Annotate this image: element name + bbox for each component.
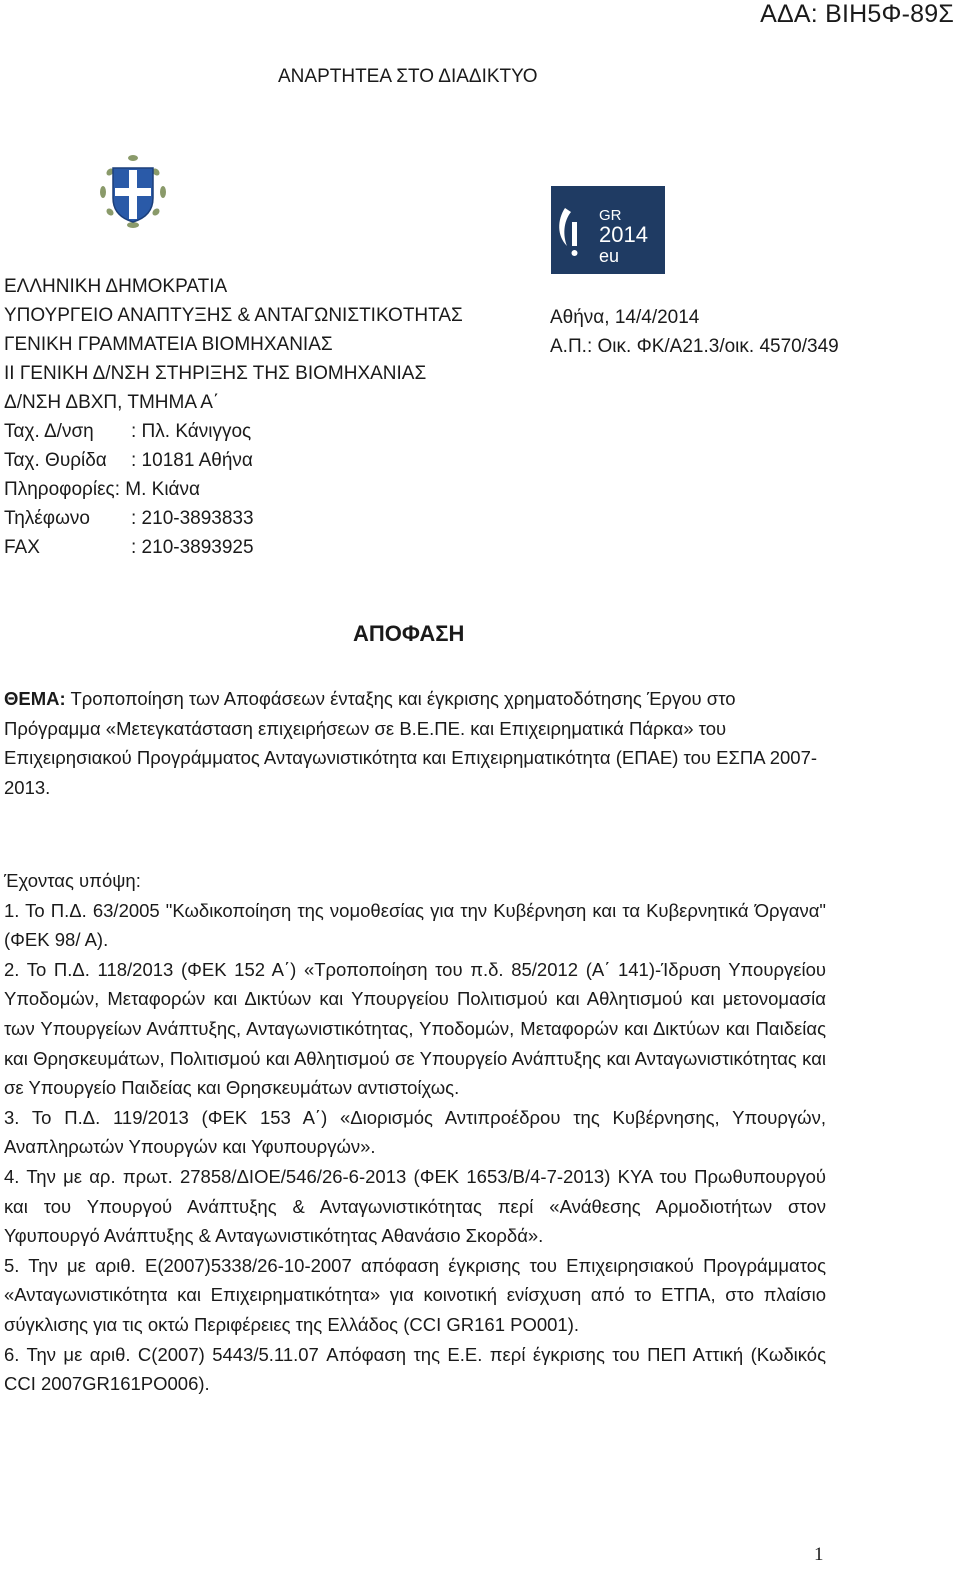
contact-value: : 210-3893925 (131, 537, 254, 558)
contact-value: : Πλ. Κάνιγγος (131, 421, 252, 442)
logo-line-3: eu (599, 246, 620, 266)
contact-row (4, 446, 253, 475)
contact-row (4, 504, 254, 533)
logo-line-1: GR (599, 207, 622, 224)
contact-label: FAX (4, 537, 40, 558)
contact-value: : 10181 Αθήνα (131, 450, 253, 471)
list-item: 2. Το Π.Δ. 118/2013 (ΦΕΚ 152 Α΄) «Τροποποίηση του π.δ. 85/2012 (Α΄ 141)-Ίδρυση Υπουργείου Υποδομών, Μεταφορών και Δικτύων και Υπουργείου Πολιτισμού και Αθλητισμού και μετονομασία των Υπουργείων Ανάπτυξης, Ανταγωνιστικότητας, Υποδομών, Μεταφορών και Δικτύων και Παιδείας και Θρησκευμάτων, Πολιτισμού και Αθλητισμού σε Υπουργείο Ανάπτυξης και Ανταγωνιστικότητας και σε Υπουργείο Παιδείας και Θρησκευμάτων αντιστοίχως. (4, 958, 826, 1099)
contact-label: Τηλέφωνο (4, 508, 90, 529)
ada-code: ΑΔΑ: ΒΙΗ5Φ-89Σ (760, 0, 954, 28)
subject-text: Τροποποίηση των Αποφάσεων ένταξης και έγκρισης χρηματοδότησης Έργου στο Πρόγραμμα «Μετεγκατάσταση επιχειρήσεων σε Β.Ε.ΠΕ. και Επιχειρηματικά Πάρκα» του Επιχειρησιακού Προγράμματος Ανταγωνιστικότητα και Επιχειρηματικότητα (ΕΠΑΕ) του ΕΣΠΑ 2007-2013. (4, 688, 818, 798)
contact-label: Ταχ. Δ/νση (4, 421, 94, 442)
contact-row (4, 475, 200, 504)
document-body (4, 866, 826, 1399)
list-item: 6. Την με αριθ. C(2007) 5443/5.11.07 Απόφαση της Ε.Ε. περί έγκρισης του ΠΕΠ Αττική (Κωδικός CCI 2007GR161PO006). (4, 1343, 826, 1395)
document-date: Αθήνα, 14/4/2014 (550, 307, 700, 328)
contact-row (4, 417, 251, 446)
contact-value: Μ. Κιάνα (125, 479, 201, 500)
list-item: 3. Το Π.Δ. 119/2013 (ΦΕΚ 153 Α΄) «Διορισμός Αντιπροέδρου της Κυβέρνησης, Υπουργών, Αναπληρωτών Υπουργών και Υφυπουργών». (4, 1106, 826, 1158)
subject-paragraph (4, 684, 834, 802)
page-title: ΑΠΟΦΑΣΗ (353, 621, 465, 646)
list-item: 1. Το Π.Δ. 63/2005 "Κωδικοποίηση της νομοθεσίας για την Κυβέρνηση και τα Κυβερνητικά Όργανα" (ΦΕΚ 98/ Α). (4, 899, 826, 951)
subject-label: ΘΕΜΑ: (4, 688, 66, 709)
contact-row (4, 533, 254, 562)
page-number: 1 (814, 1544, 824, 1565)
list-item: 4. Την με αρ. πρωτ. 27858/ΔΙΟΕ/546/26-6-2013 (ΦΕΚ 1653/Β/4-7-2013) ΚΥΑ του Πρωθυπουργού και του Υπουργού Ανάπτυξης & Ανταγωνιστικότητας περί «Ανάθεσης Αρμοδιοτήτων στον Υφυπουργό Ανάπτυξης & Ανταγωνιστικότητας Αθανάσιο Σκορδά». (4, 1165, 826, 1247)
header-line: ΥΠΟΥΡΓΕΙΟ ΑΝΑΠΤΥΞΗΣ & ΑΝΤΑΓΩΝΙΣΤΙΚΟΤΗΤΑΣ (4, 305, 463, 326)
header-line: Δ/ΝΣΗ ΔΒΧΠ, ΤΜΗΜΑ Α΄ (4, 392, 220, 413)
greek-emblem-icon (94, 152, 172, 230)
header-line: ΙΙ ΓΕΝΙΚΗ Δ/ΝΣΗ ΣΤΗΡΙΞΗΣ ΤΗΣ ΒΙΟΜΗΧΑΝΙΑΣ (4, 363, 427, 384)
contact-value: : 210-3893833 (131, 508, 254, 529)
gr2014-logo (551, 186, 665, 274)
publish-note: ΑΝΑΡΤΗΤΕΑ ΣΤΟ ΔΙΑΔΙΚΤΥΟ (278, 66, 538, 87)
list-item: 5. Την με αριθ. Ε(2007)5338/26-10-2007 απόφαση έγκρισης του Επιχειρησιακού Προγράμματος «Ανταγωνιστικότητα και Επιχειρηματικότητα» για κοινοτική ενίσχυση από το ΕΤΠΑ, στο πλαίσιο σύγκλισης για τις οκτώ Περιφέρειες της Ελλάδος (CCI GR161 PO001). (4, 1254, 826, 1335)
header-line: ΕΛΛΗΝΙΚΗ ΔΗΜΟΚΡΑΤΙΑ (4, 276, 228, 297)
contact-label: Πληροφορίες: (4, 479, 120, 500)
contact-label: Ταχ. Θυρίδα (4, 450, 107, 471)
considering-heading: Έχοντας υπόψη: (4, 870, 141, 891)
header-line: ΓΕΝΙΚΗ ΓΡΑΜΜΑΤΕΙΑ ΒΙΟΜΗΧΑΝΙΑΣ (4, 334, 333, 355)
protocol-number: Α.Π.: Οικ. ΦΚ/Α21.3/οικ. 4570/349 (550, 336, 839, 357)
logo-line-2: 2014 (599, 222, 648, 247)
